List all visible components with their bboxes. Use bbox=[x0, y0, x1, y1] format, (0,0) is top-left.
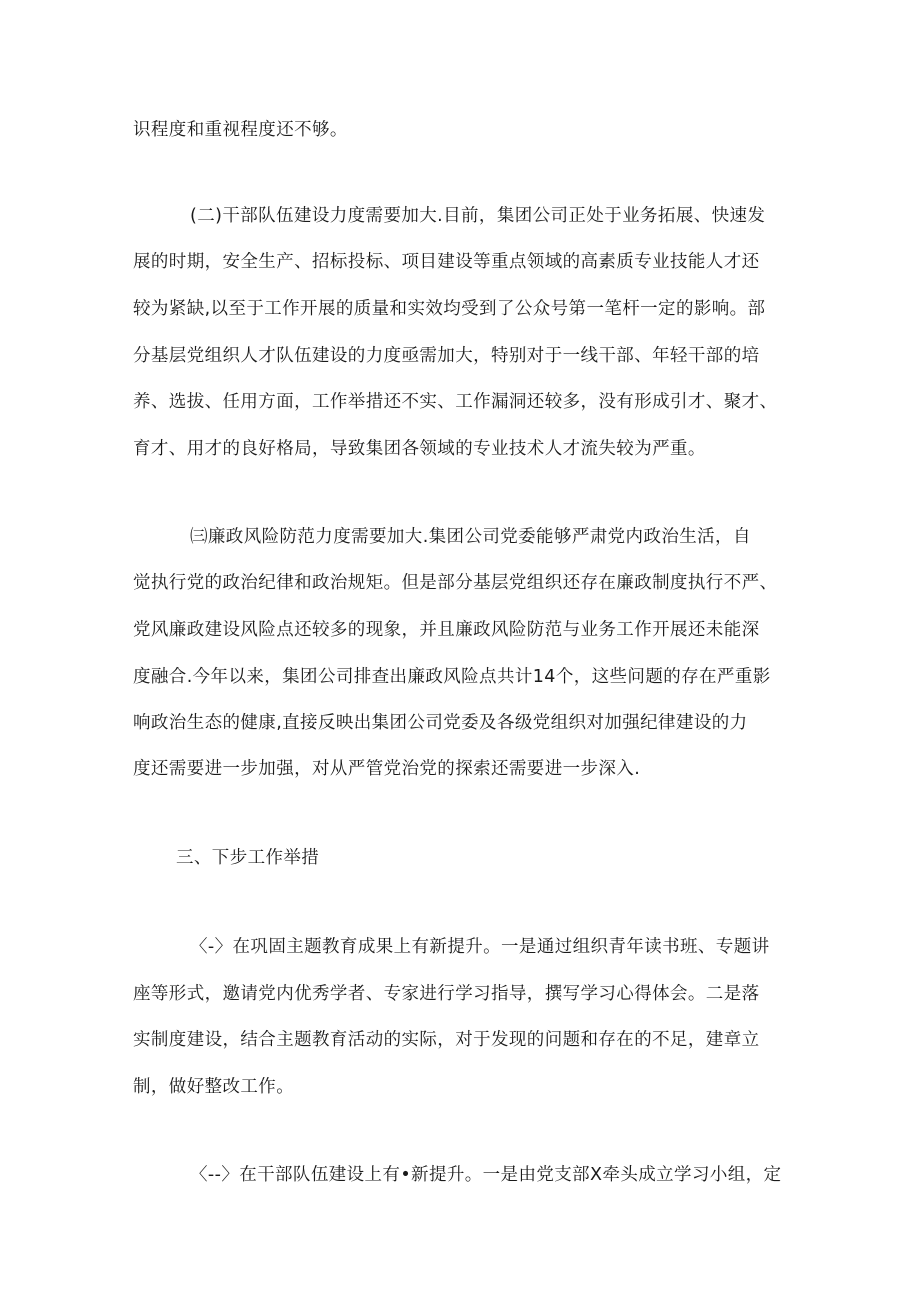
paragraph-line: 识程度和重视程度还不够。 bbox=[133, 120, 348, 140]
paragraph-line: 座等形式，邀请党内优秀学者、专家进行学习指导，撰写学习心得体会。二是落 bbox=[133, 984, 760, 1004]
paragraph-line: 觉执行党的政治纪律和政治规矩。但是部分基层党组织还存在廉政制度执行不严、 bbox=[133, 573, 778, 593]
section-3-heading-line: ㈢廉政风险防范力度需要加大.集团公司党委能够严肃党内政治生活，自 bbox=[190, 527, 751, 547]
paragraph-line: 育才、用才的良好格局，导致集团各领域的专业技术人才流失较为严重。 bbox=[133, 439, 706, 459]
section-2-heading-line: (二)干部队伍建设力度需要加大.目前，集团公司正处于业务拓展、快速发 bbox=[190, 206, 766, 226]
next-steps-heading: 三、下步工作举措 bbox=[176, 848, 320, 868]
paragraph-line: 养、选拔、任用方面，工作举措还不实、工作漏洞还较多，没有形成引才、聚才、 bbox=[133, 392, 778, 412]
paragraph-line: 较为紧缺,以至于工作开展的质量和实效均受到了公众号第一笔杆一定的影响。部 bbox=[133, 299, 766, 319]
paragraph-line: 度还需要进一步加强，对从严管党治党的探索还需要进一步深入. bbox=[133, 759, 641, 779]
paragraph-line: 制，做好整改工作。 bbox=[133, 1077, 295, 1097]
paragraph-line: 响政治生态的健康,直接反映出集团公司党委及各级党组织对加强纪律建设的力 bbox=[133, 713, 748, 733]
measure-2-line: 〈--〉在干部队伍建设上有•新提升。一是由党支部X牵头成立学习小组，定 bbox=[190, 1165, 782, 1185]
paragraph-line: 度融合.今年以来，集团公司排查出廉政风险点共计14个，这些问题的存在严重影 bbox=[133, 667, 771, 687]
paragraph-line: 实制度建设，结合主题教育活动的实际，对于发现的问题和存在的不足，建章立 bbox=[133, 1030, 760, 1050]
paragraph-line: 展的时期，安全生产、招标投标、项目建设等重点领域的高素质专业技能人才还 bbox=[133, 252, 760, 272]
paragraph-line: 分基层党组织人才队伍建设的力度亟需加大，特别对于一线干部、年轻干部的培 bbox=[133, 346, 760, 366]
paragraph-line: 党风廉政建设风险点还较多的现象，并且廉政风险防范与业务工作开展还未能深 bbox=[133, 620, 760, 640]
measure-1-line: 〈-〉在巩固主题教育成果上有新提升。一是通过组织青年读书班、专题讲 bbox=[190, 937, 770, 957]
